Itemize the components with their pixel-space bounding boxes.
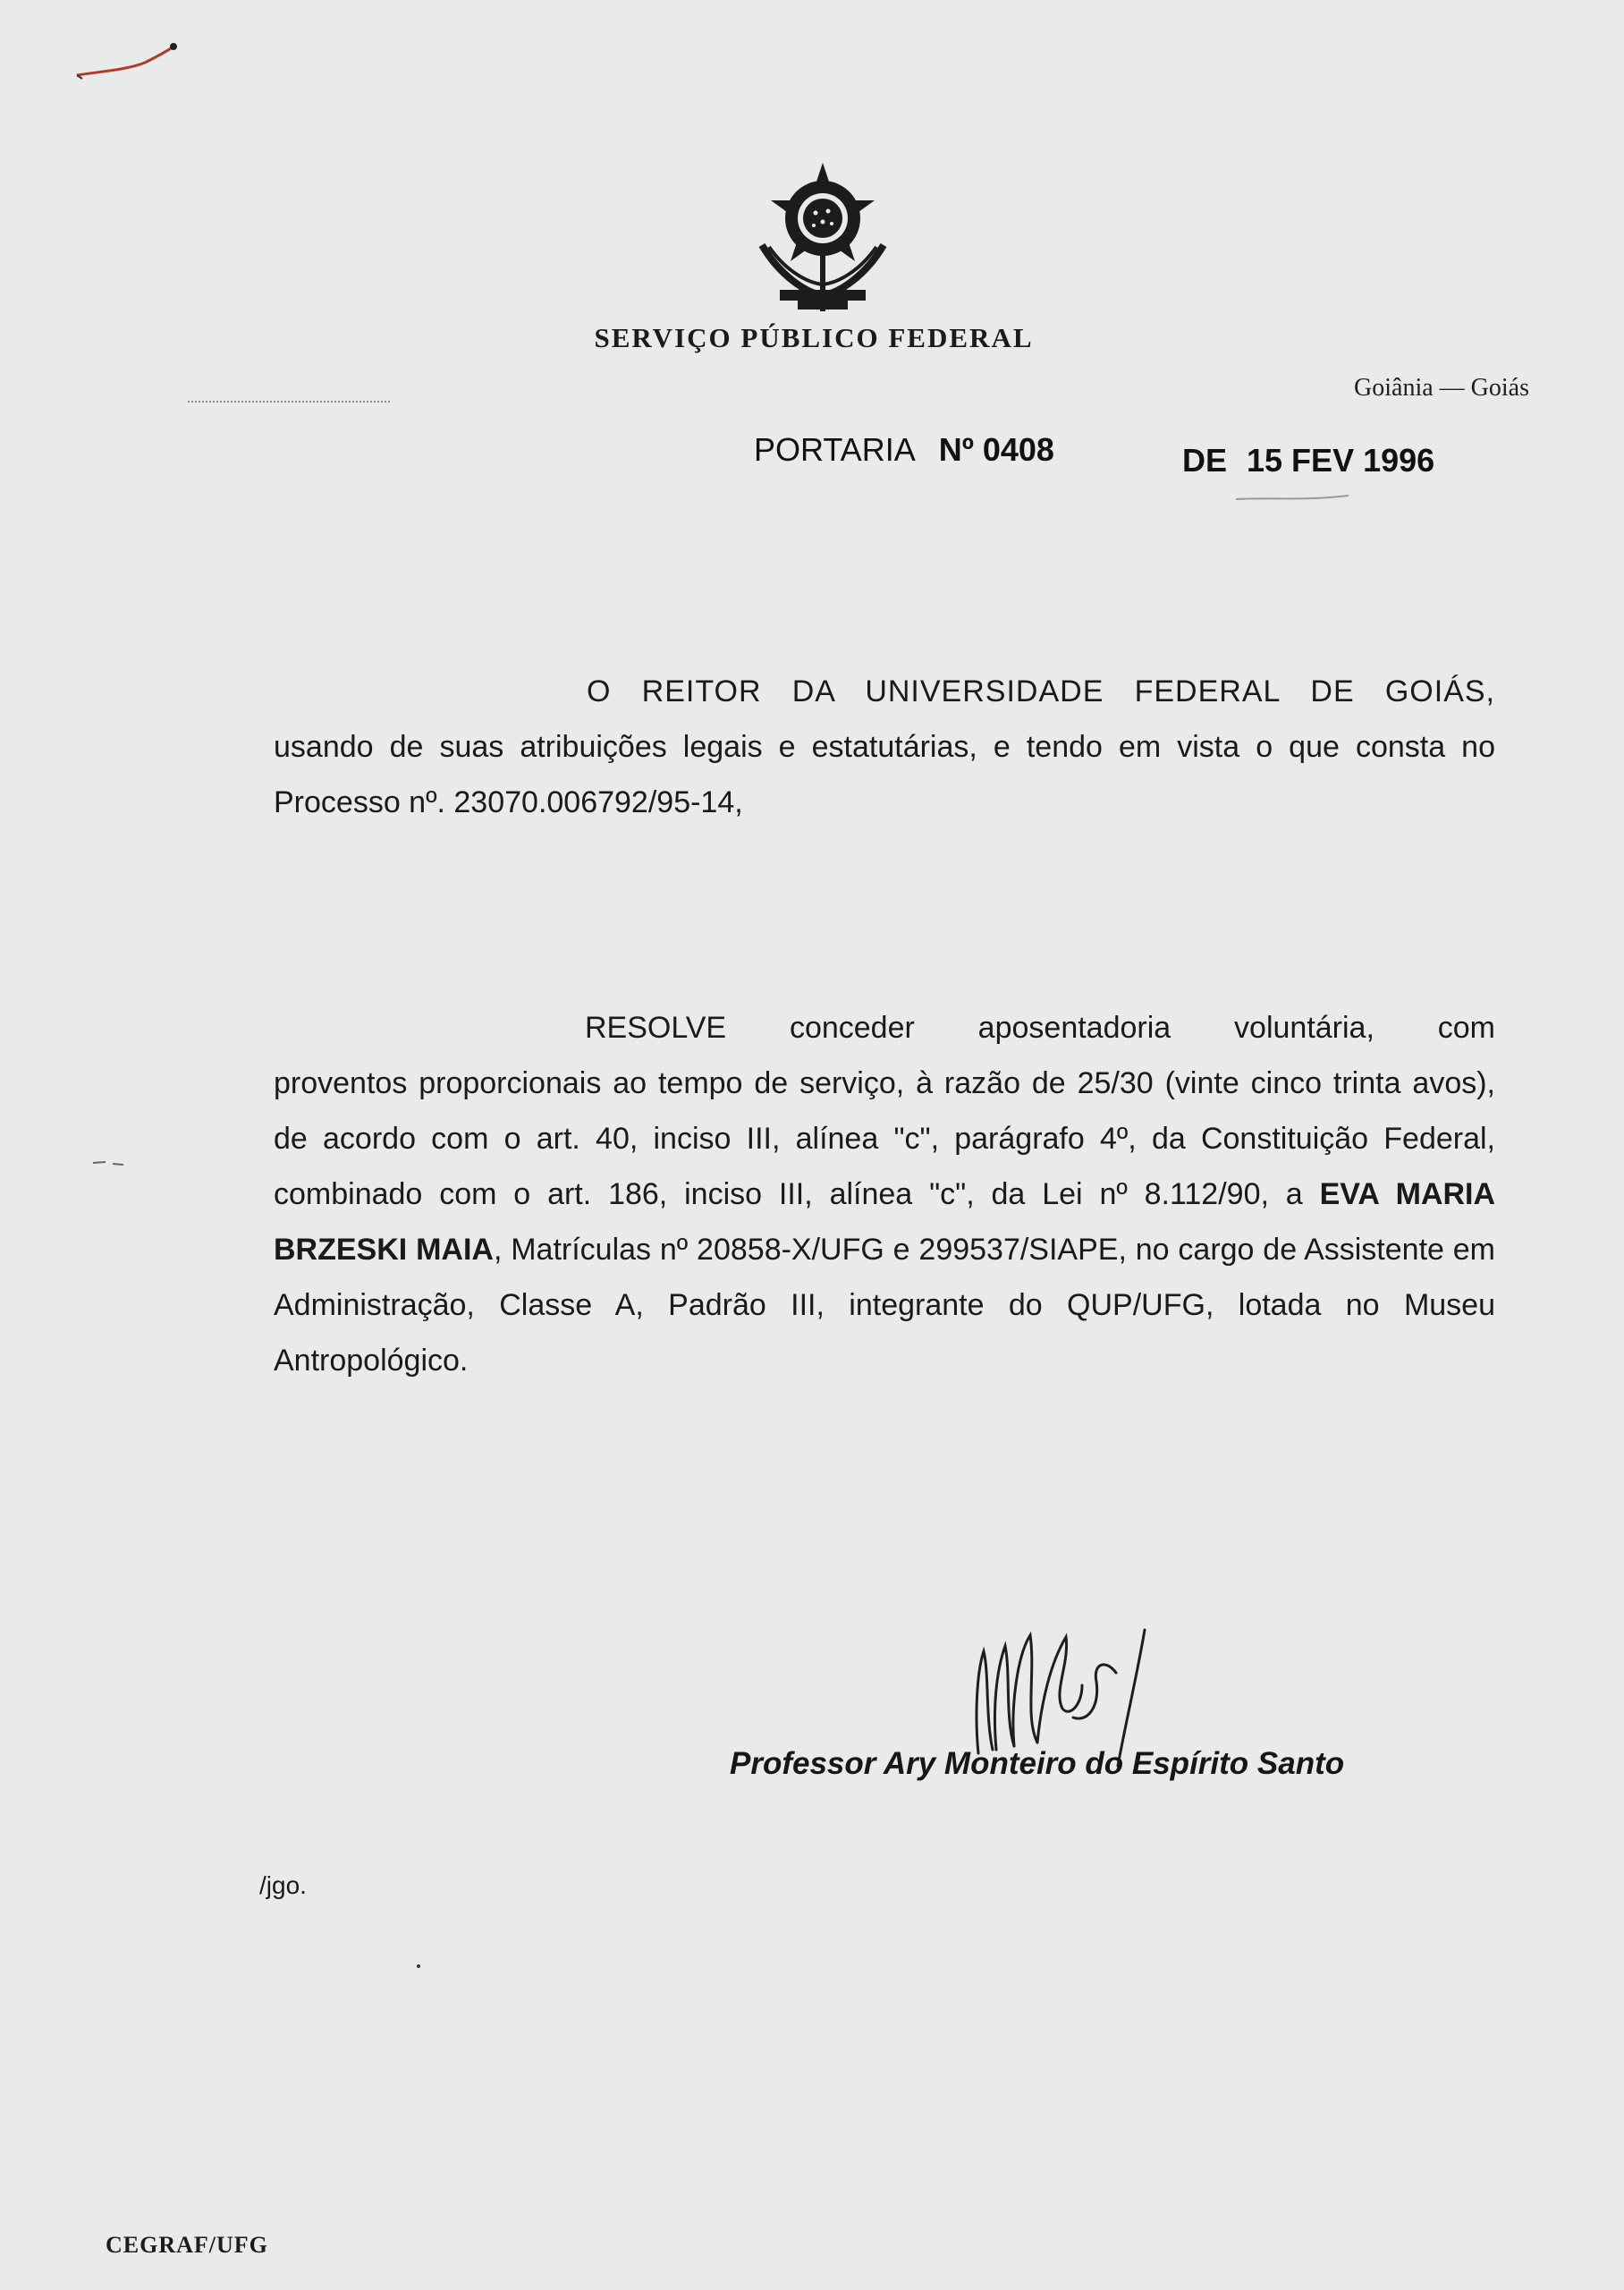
resolution-text: proventos proporcionais ao tempo de serviço, à razão de 25/30 (vinte cinco trinta avos), de acordo com o art. 40, inciso III, alínea "c", parágrafo 4º, da Constituição Federal, combinado com o art. 186, inciso III, alínea "c", da Lei nº 8.112/90, a bbox=[274, 1066, 1495, 1211]
dotted-rule bbox=[188, 401, 390, 403]
portaria-label: PORTARIA bbox=[754, 431, 916, 468]
margin-mark bbox=[93, 1154, 125, 1159]
header-title: SERVIÇO PÚBLICO FEDERAL bbox=[594, 322, 1034, 353]
date-scribble bbox=[1234, 490, 1350, 505]
portaria-heading bbox=[754, 431, 1054, 469]
date-value: 15 FEV 1996 bbox=[1247, 442, 1435, 479]
typist-initials: /jgo. bbox=[259, 1871, 307, 1899]
resolution-text-end: , Matrículas nº 20858-X/UFG e 299537/SIAPE, no cargo de Assistente em Administração, Classe A, Padrão III, integrante do QUP/UFG, lotada no Museu Antropológico. bbox=[274, 1233, 1495, 1378]
resolution-paragraph bbox=[274, 1000, 1495, 1388]
date-prefix: DE bbox=[1182, 442, 1228, 479]
portaria-number: Nº 0408 bbox=[938, 431, 1054, 468]
footer-printer: CEGRAF/UFG bbox=[106, 2232, 268, 2258]
pen-mark bbox=[73, 39, 181, 84]
signer-name: Professor Ary Monteiro do Espírito Santo bbox=[730, 1746, 1345, 1781]
portaria-date bbox=[1182, 442, 1434, 479]
preamble-lead: O REITOR DA UNIVERSIDADE FEDERAL DE GOIÁS, bbox=[587, 674, 1495, 708]
preamble-text: usando de suas atribuições legais e estatutárias, e tendo em vista o que consta no Processo nº. 23070.006792/95-14, bbox=[274, 730, 1495, 819]
resolution-lead: RESOLVE conceder aposentadoria voluntária, com bbox=[585, 1011, 1495, 1045]
preamble-paragraph bbox=[274, 664, 1495, 830]
coat-of-arms-brazil-icon bbox=[744, 159, 901, 318]
stray-dot bbox=[417, 1964, 420, 1968]
retiree-name: EVA MARIA BRZESKI MAIA bbox=[274, 1177, 1496, 1267]
location: Goiânia — Goiás bbox=[1354, 374, 1529, 402]
